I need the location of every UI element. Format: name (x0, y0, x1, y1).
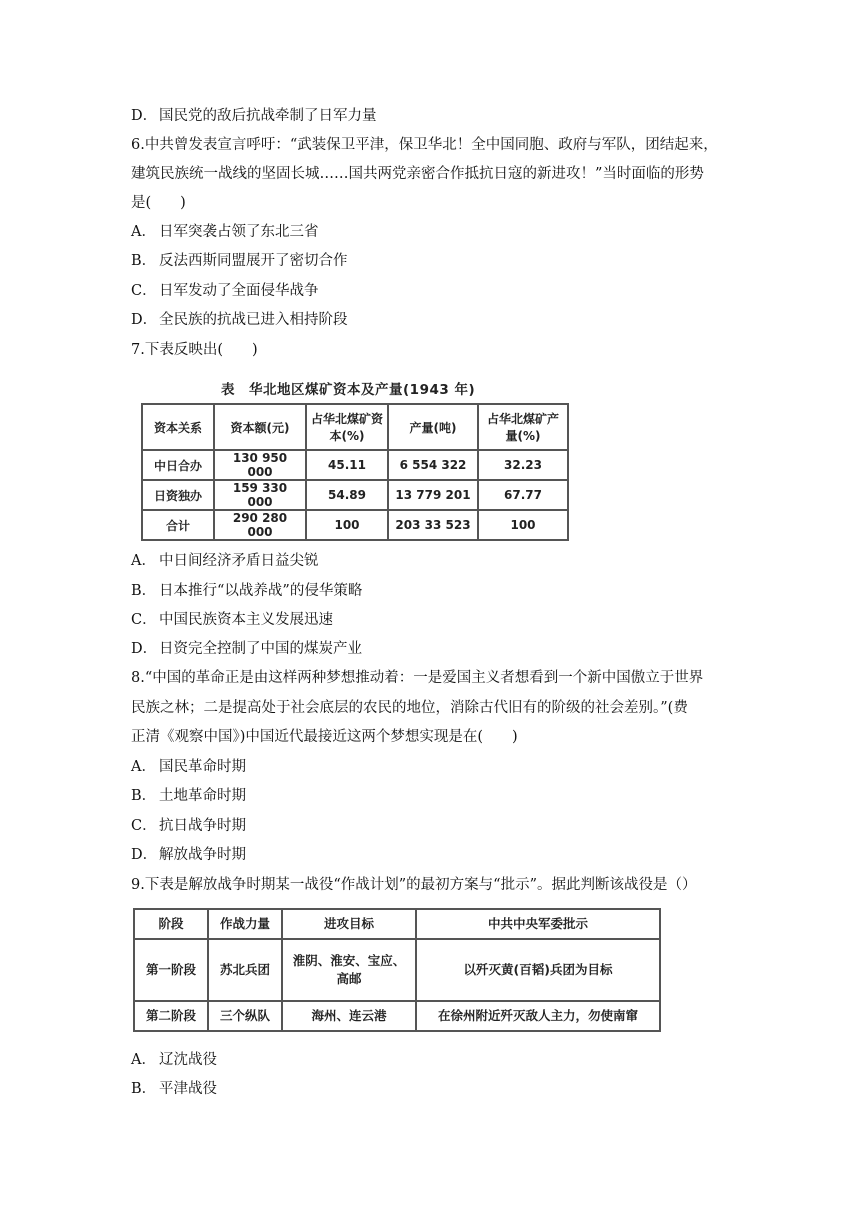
table-header-cell: 占华北煤矿产量(%) (478, 404, 568, 450)
table-cell: 54.89 (306, 480, 388, 510)
q7-option-c (131, 610, 333, 630)
table-cell: 13 779 201 (388, 480, 478, 510)
option-text: 全民族的抗战已进入相持阶段 (159, 312, 348, 328)
q7-table-caption: 表 华北地区煤矿资本及产量(1943 年) (221, 382, 476, 398)
table-row (142, 450, 568, 480)
q6-option-d (131, 310, 348, 330)
table-header-cell: 进攻目标 (282, 909, 416, 939)
q6-stem-line-1: 6.中共曾发表宣言呼吁：“武装保卫平津，保卫华北！全中国同胞、政府与军队，团结起来， (131, 137, 718, 153)
table-header-cell: 中共中央军委批示 (416, 909, 660, 939)
q8-option-d (131, 845, 246, 865)
q6-option-b (131, 251, 348, 271)
table-cell: 三个纵队 (208, 1001, 282, 1031)
q8-option-a (131, 757, 246, 777)
table-row (142, 510, 568, 540)
option-text: 日资完全控制了中国的煤炭产业 (159, 641, 362, 657)
table-cell: 合计 (142, 510, 214, 540)
table-cell: 第二阶段 (134, 1001, 208, 1031)
table-cell: 159 330 000 (214, 480, 306, 510)
option-letter: D． (131, 312, 158, 328)
table-cell: 45.11 (306, 450, 388, 480)
table-header-cell: 占华北煤矿资本(%) (306, 404, 388, 450)
table-cell: 6 554 322 (388, 450, 478, 480)
q6-option-a (131, 222, 319, 242)
q7-data-table (141, 403, 569, 541)
table-cell: 淮阴、淮安、宝应、高邮 (282, 939, 416, 1001)
table-cell: 32.23 (478, 450, 568, 480)
option-letter: A． (131, 553, 156, 569)
option-letter: B． (131, 788, 157, 804)
option-text: 平津战役 (159, 1081, 217, 1097)
option-text: 日军发动了全面侵华战争 (159, 283, 319, 299)
option-text: 中日间经济矛盾日益尖锐 (159, 553, 319, 569)
table-header-cell: 作战力量 (208, 909, 282, 939)
q7-option-d (131, 639, 362, 659)
table-cell: 130 950 000 (214, 450, 306, 480)
option-letter: D． (131, 641, 158, 657)
option-text: 抗日战争时期 (159, 818, 246, 834)
table-cell: 67.77 (478, 480, 568, 510)
table-row (134, 1001, 660, 1031)
q6-option-c (131, 281, 319, 301)
q8-stem-line-2: 民族之林；二是提高处于社会底层的农民的地位，消除古代旧有的阶级的社会差别。”(费 (131, 700, 688, 716)
option-text: 辽沈战役 (159, 1052, 217, 1068)
table-row (142, 480, 568, 510)
table-cell: 以歼灭黄(百韬)兵团为目标 (416, 939, 660, 1001)
option-letter: C． (131, 283, 157, 299)
option-letter: C． (131, 818, 157, 834)
table-header-cell: 产量(吨) (388, 404, 478, 450)
table-cell: 日资独办 (142, 480, 214, 510)
option-letter: C． (131, 612, 157, 628)
table-row (134, 939, 660, 1001)
q7-option-a (131, 551, 319, 571)
option-letter: B． (131, 1081, 157, 1097)
q8-option-b (131, 786, 246, 806)
table-header-cell: 资本额(元) (214, 404, 306, 450)
q6-stem-line-2: 建筑民族统一战线的坚固长城……国共两党亲密合作抵抗日寇的新进攻！”当时面临的形势 (131, 166, 704, 182)
option-letter: A． (131, 759, 156, 775)
table-cell: 203 33 523 (388, 510, 478, 540)
q7-option-b (131, 581, 362, 601)
option-letter: B． (131, 583, 157, 599)
q7-stem: 7.下表反映出( ) (131, 342, 258, 358)
table-cell: 100 (306, 510, 388, 540)
table-header-cell: 阶段 (134, 909, 208, 939)
option-text: 日本推行“以战养战”的侵华策略 (159, 583, 363, 599)
table-cell: 中日合办 (142, 450, 214, 480)
q9-option-b (131, 1079, 217, 1099)
table-header-row (134, 909, 660, 939)
option-text: 中国民族资本主义发展迅速 (159, 612, 333, 628)
q5-option-d (131, 106, 377, 126)
q9-stem: 9.下表是解放战争时期某一战役“作战计划”的最初方案与“批示”。据此判断该战役是（） (131, 877, 697, 893)
option-text: 土地革命时期 (159, 788, 246, 804)
option-text: 国民革命时期 (159, 759, 246, 775)
table-header-cell: 资本关系 (142, 404, 214, 450)
table-cell: 在徐州附近歼灭敌人主力，勿使南窜 (416, 1001, 660, 1031)
table-header-row (142, 404, 568, 450)
table-cell: 苏北兵团 (208, 939, 282, 1001)
option-text: 解放战争时期 (159, 847, 246, 863)
option-letter: D． (131, 847, 158, 863)
q8-option-c (131, 816, 246, 836)
q8-stem-line-3: 正清《观察中国》)中国近代最接近这两个梦想实现是在( ) (131, 729, 518, 745)
option-text: 日军突袭占领了东北三省 (159, 224, 319, 240)
option-letter: D． (131, 108, 158, 124)
option-text: 反法西斯同盟展开了密切合作 (159, 253, 348, 269)
table-cell: 100 (478, 510, 568, 540)
q6-stem-line-3: 是( ) (131, 195, 186, 211)
table-cell: 290 280 000 (214, 510, 306, 540)
q9-data-table (133, 908, 661, 1032)
table-cell: 海州、连云港 (282, 1001, 416, 1031)
q9-option-a (131, 1050, 217, 1070)
option-letter: B． (131, 253, 157, 269)
option-letter: A． (131, 1052, 156, 1068)
table-cell: 第一阶段 (134, 939, 208, 1001)
option-letter: A． (131, 224, 156, 240)
q8-stem-line-1: 8.“中国的革命正是由这样两种梦想推动着：一是爱国主义者想看到一个新中国傲立于世界 (131, 670, 704, 686)
option-text: 国民党的敌后抗战牵制了日军力量 (159, 108, 377, 124)
